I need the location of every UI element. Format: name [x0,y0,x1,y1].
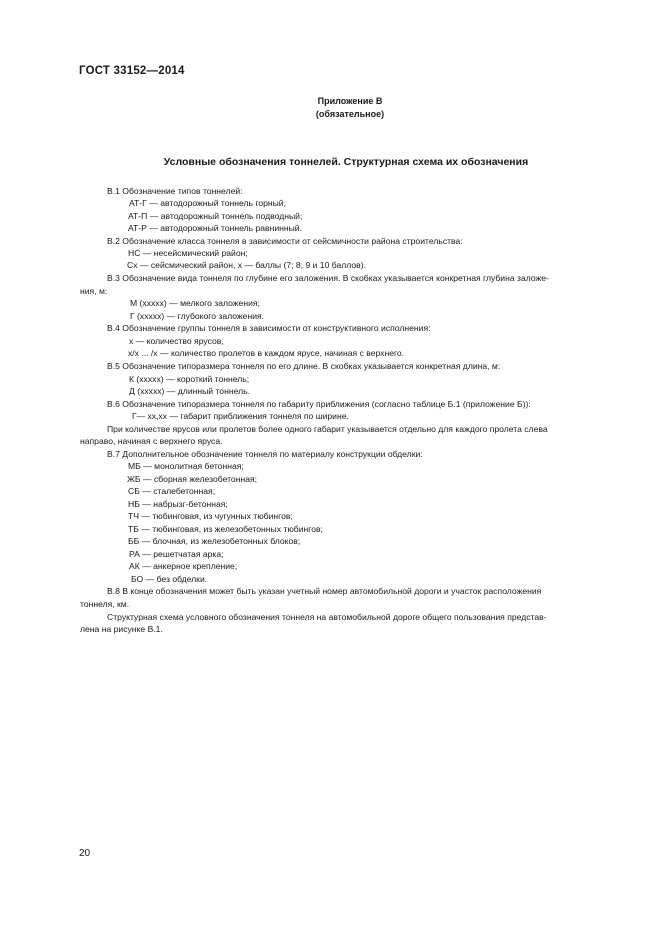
list-item: ББ — блочная, из железобетонных блоков; [128,536,301,546]
list-item: Г (ххххх) — глубокого заложения. [130,311,265,321]
paragraph-line: направо, начиная с верхнего яруса. [80,436,223,446]
list-item: АТ-Г — автодорожный тоннель горный; [129,198,286,208]
list-item: Д (ххххх) — длинный тоннель. [129,386,250,396]
document-header: ГОСТ 33152—2014 [79,65,185,77]
clause-heading: В.7 Дополнительное обозначение тоннеля по материалу конструкции обделки: [107,449,423,459]
list-item: х — количество ярусов, [129,336,224,346]
list-item: РА — решетчатая арка; [129,549,224,559]
list-item: ЖБ — сборная железобетонная; [127,474,258,484]
section-title: Условные обозначения тоннелей. Структурная схема их обозначения [163,156,529,168]
clause-heading: В.4 Обозначение группы тоннеля в зависимости от конструктивного исполнения: [107,323,431,333]
list-item: БО — без обделки. [131,574,208,584]
list-item: АК — анкерное крепление; [129,561,238,571]
clause-heading: В.1 Обозначение типов тоннелей: [107,186,243,196]
list-item: ТЧ — тюбинговая, из чугунных тюбингов; [128,511,293,521]
list-item: АТ-Р — автодорожный тоннель равнинный. [128,223,302,233]
list-item: АТ-П — автодорожный тоннель подводный; [128,211,303,221]
paragraph-line: ния, м: [80,286,108,296]
appendix-label: Приложение В [317,96,383,106]
list-item: НС — несейсмический район; [128,248,248,258]
appendix-status: (обязательное) [315,109,385,119]
paragraph-line: Структурная схема условного обозначения тоннеля на автомобильной дороге общего пользования представ- [107,612,547,622]
list-item: К (ххххх) — короткий тоннель; [129,374,250,384]
list-item: ТБ — тюбинговая, из железобетонных тюбингов; [128,524,323,534]
clause-heading: В.6 Обозначение типоразмера тоннеля по габариту приближения (согласно таблице Б.1 (приложение Б)): [107,399,531,409]
list-item: МБ — монолитная бетонная; [128,461,244,471]
clause-heading: В.5 Обозначение типоразмера тоннеля по его длине. В скобках указывается конкретная длина, м: [107,361,501,371]
list-item: Г— хх,хх — габарит приближения тоннеля по ширине. [132,411,349,421]
list-item: НБ — набрызг-бетонная; [128,499,228,509]
list-item: х/х ... /х — количество пролетов в каждом ярусе, начиная с верхнего. [128,348,405,358]
list-item: СБ — сталебетонная; [128,486,216,496]
list-item: М (ххххх) — мелкого заложения; [130,298,260,308]
paragraph-line: При количестве ярусов или пролетов более одного габарит указывается отдельно для каждого пролета слева [107,424,548,434]
clause-heading: В.2 Обозначение класса тоннеля в зависимости от сейсмичности района строительства: [107,236,463,246]
list-item: Сх — сейсмический район, х — баллы (7; 8; 9 и 10 баллов). [127,260,366,270]
clause-heading: В.3 Обозначение вида тоннеля по глубине его заложения. В скобках указывается конкретная глубина заложе- [107,273,549,283]
page-number: 20 [79,848,91,859]
paragraph-line: лена на рисунке В.1. [80,624,163,634]
clause-heading: В.8 В конце обозначения может быть указан учетный номер автомобильной дороги и участок расположения [107,586,542,596]
paragraph-line: тоннеля, км. [80,599,130,609]
